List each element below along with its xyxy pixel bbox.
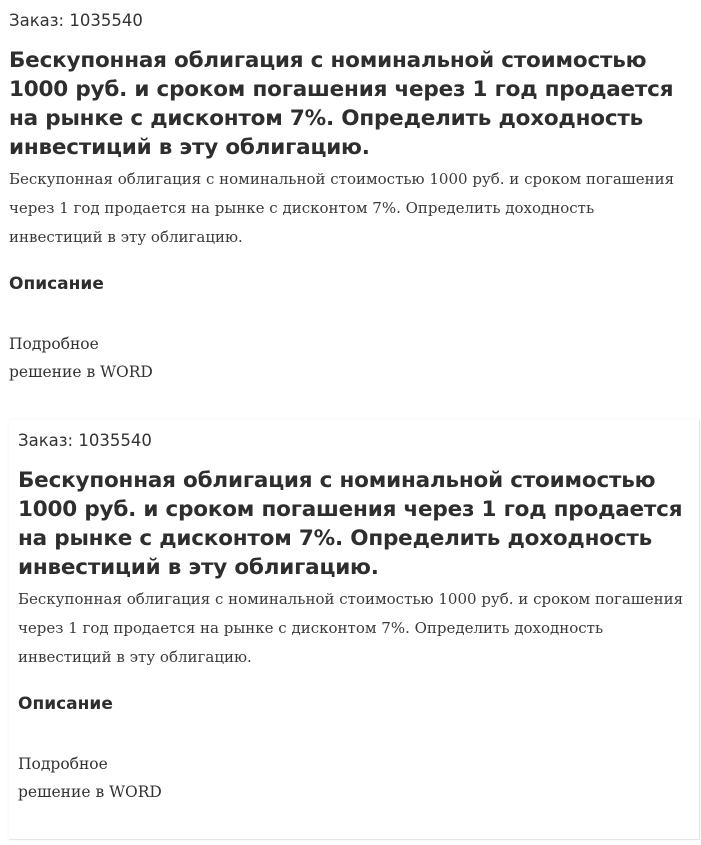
- problem-statement: Бескупонная облигация с номинальной стоимостью 1000 руб. и сроком погашения через 1 год продается на рынке с дисконтом 7%. Определить доходность инвестиций в эту облигацию.: [9, 170, 675, 246]
- solution-line-1: Подробное: [18, 755, 108, 773]
- solution-line-2: решение в WORD: [9, 363, 153, 381]
- order-card: [0, 0, 701, 400]
- order-number: Заказ: 1035540: [9, 11, 143, 30]
- problem-title: Бескупонная облигация с номинальной стоимостью 1000 руб. и сроком погашения через 1 год продается на рынке с дисконтом 7%. Определить доходность инвестиций в эту облигацию.: [18, 468, 683, 580]
- description-heading: Описание: [18, 694, 113, 714]
- solution-line-2: решение в WORD: [18, 783, 162, 801]
- solution-format-text: [9, 330, 209, 386]
- problem-statement: Бескупонная облигация с номинальной стоимостью 1000 руб. и сроком погашения через 1 год продается на рынке с дисконтом 7%. Определить доходность инвестиций в эту облигацию.: [18, 590, 684, 666]
- solution-format-text: [18, 750, 218, 806]
- solution-line-1: Подробное: [9, 335, 99, 353]
- problem-title: Бескупонная облигация с номинальной стоимостью 1000 руб. и сроком погашения через 1 год продается на рынке с дисконтом 7%. Определить доходность инвестиций в эту облигацию.: [9, 48, 674, 160]
- order-number: Заказ: 1035540: [18, 431, 152, 450]
- description-heading: Описание: [9, 274, 104, 294]
- order-card-duplicate: [9, 420, 700, 840]
